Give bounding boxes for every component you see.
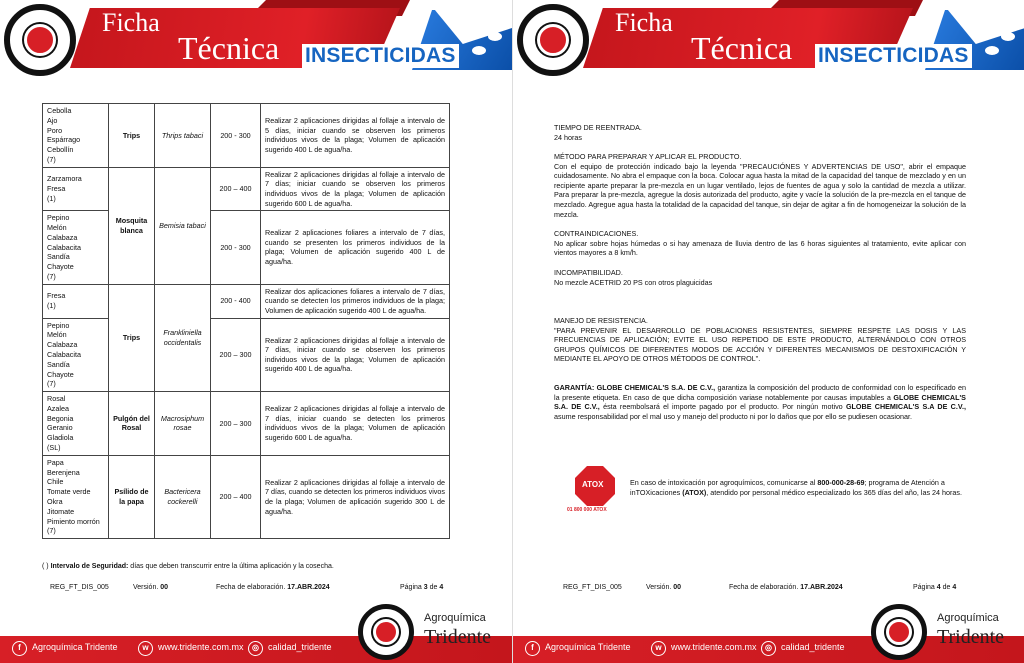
category-label: INSECTICIDAS xyxy=(302,44,459,68)
table-row xyxy=(43,211,450,285)
dosage-table xyxy=(42,103,450,539)
incompatibility-text: No mezcle ACETRID 20 PS con otros plaguicidas xyxy=(554,277,713,287)
doc-code: REG_FT_DIS_005 xyxy=(50,584,109,591)
website-link[interactable]: www.tridente.com.mx xyxy=(671,642,757,652)
table-row xyxy=(43,392,450,456)
dose: 200 - 400 xyxy=(211,284,261,318)
instagram-icon[interactable]: ◎ xyxy=(761,641,776,656)
facebook-icon[interactable]: f xyxy=(12,641,27,656)
dose: 200 - 300 xyxy=(211,104,261,168)
crop-list: Rosal Azalea Begonia Geranio Gladiola (SL) xyxy=(43,392,109,456)
page-4 xyxy=(512,0,1024,663)
brand-agroquimica: Agroquímica xyxy=(424,612,486,624)
pest-name: Trips xyxy=(109,104,155,168)
insects-icon xyxy=(456,12,506,62)
instructions: Realizar dos aplicaciones foliares a intervalo de 7 días, cuando se detecten los primeros individuos de la plaga; Volumen de aplicación sugerido 400 L de agua/ha. xyxy=(261,284,450,318)
page-number: Página 3 de 4 xyxy=(400,584,444,591)
header-banner xyxy=(513,0,1024,80)
table-row xyxy=(43,318,450,392)
dose: 200 – 300 xyxy=(211,392,261,456)
crop-list: Fresa (1) xyxy=(43,284,109,318)
contraindications-title: CONTRAINDICACIONES. xyxy=(554,229,639,238)
facebook-link[interactable]: Agroquímica Tridente xyxy=(32,642,118,652)
pest-name: Trips xyxy=(109,284,155,391)
scientific-name: Bactericera cockerelli xyxy=(155,455,211,538)
incompatibility-section xyxy=(554,268,966,287)
website-link[interactable]: www.tridente.com.mx xyxy=(158,642,244,652)
brand-tridente: Tridente xyxy=(424,626,492,648)
trident-icon xyxy=(886,619,912,645)
calidad-tridente-logo xyxy=(871,604,927,660)
resistance-section xyxy=(554,316,966,364)
scientific-name: Macrosiphum rosae xyxy=(155,392,211,456)
intoxication-notice: En caso de intoxicación por agroquímicos, comunicarse al 800-000-28-69; programa de Atención a inTOXicaciones (ATOX), atendido por personal médico especializado los 365 días del año, las 24 horas. xyxy=(630,478,963,497)
trident-icon xyxy=(537,24,569,56)
table-row xyxy=(43,104,450,168)
method-text: Con el equipo de protección indicado bajo la leyenda "PRECAUCIÓNES Y ADVERTENCIAS DE USO", abrir el empaque cuidadosamente. No abra el empaque con la boca. Colocar agua hasta la mitad de la capacidad del tanque de mezclado y en un recipiente aparte preparar la pre-mezcla en un lugar ventilado, lejos de fuentes de agua y solo la cantidad de mezcla a utilizar. Para preparar la pre-mezcla, agregue la dosis autorizada del producto, agite y vacíe la solución de la pre-mezcla en el tanque de mezclado. Agregue agua hasta la totalidad de la capacidad del tanque, sin dejar de agitar a fin de homogeneizar la solución de la mezcla. xyxy=(554,161,966,219)
instructions: Realizar 2 aplicaciones dirigidas al follaje a intervalo de 7 días, iniciar cuando se observen los primeros individuos vivos de la plaga; Volumen de aplicación sugerido 400 L de agua/ha. xyxy=(261,318,450,392)
safety-interval-note: ( ) Intervalo de Seguridad: días que deben transcurrir entre la última aplicación y la cosecha. xyxy=(42,563,334,570)
title-ficha: Ficha xyxy=(102,8,160,37)
web-icon[interactable]: w xyxy=(138,641,153,656)
trident-icon xyxy=(24,24,56,56)
contraindications-section xyxy=(554,229,966,258)
web-icon[interactable]: w xyxy=(651,641,666,656)
instructions: Realizar 2 aplicaciones foliares a intervalo de 7 días, cuando se presenten los primeros individuos de la plaga; Volumen de aplicación sugerido 400 L de agua/ha. xyxy=(261,211,450,285)
resistance-title: MANEJO DE RESISTENCIA. xyxy=(554,316,648,325)
calidad-tridente-logo xyxy=(4,4,76,76)
contraindications-text: No aplicar sobre hojas húmedas o si hay amenaza de lluvia dentro de las 6 horas siguientes al tratamiento, evite aplicar con vientos mayores a 8 km/h. xyxy=(554,238,966,258)
calidad-tridente-logo xyxy=(358,604,414,660)
crop-list: Papa Berenjena Chile Tomate verde Okra Jitomate Pimiento morrón (7) xyxy=(43,455,109,538)
table-row xyxy=(43,455,450,538)
brand-tridente: Tridente xyxy=(937,626,1005,648)
doc-version: Versión. 00 xyxy=(646,584,682,591)
instagram-link[interactable]: calidad_tridente xyxy=(268,642,332,652)
resistance-text: "PARA PREVENIR EL DESARROLLO DE POBLACIONES RESISTENTES, SIEMPRE RESPETE LAS DOSIS Y LAS FRECUENCIAS DE APLICACIÓN; EVITE EL USO REPETIDO DE ESTE PRODUCTO, ALTERNÁNDOLO CON OTROS GRUPOS QUÍMICOS DE DIFERENTES MODOS DE ACCIÓN Y DIFERENTES MECANISMOS DE DESTOXIFICACIÓN Y MEDIANTE EL APOYO DE OTROS MÉTODOS DE CONTROL". xyxy=(554,325,966,364)
scientific-name: Frankliniella occidentalis xyxy=(155,284,211,391)
category-label: INSECTICIDAS xyxy=(815,44,972,68)
dose: 200 – 400 xyxy=(211,455,261,538)
instagram-link[interactable]: calidad_tridente xyxy=(781,642,845,652)
incompatibility-title: INCOMPATIBILIDAD. xyxy=(554,268,623,277)
dose: 200 – 300 xyxy=(211,318,261,392)
doc-date: Fecha de elaboración. 17.ABR.2024 xyxy=(216,584,330,591)
title-tecnica: Técnica xyxy=(691,30,793,66)
title-ficha: Ficha xyxy=(615,8,673,37)
header-banner xyxy=(0,0,512,80)
pest-name: Pulgón del Rosal xyxy=(109,392,155,456)
insects-icon xyxy=(969,12,1019,62)
facebook-link[interactable]: Agroquímica Tridente xyxy=(545,642,631,652)
instructions: Realizar 2 aplicaciones dirigidas al follaje a intervalo de 5 días, iniciar cuando se observen los primeros individuos vivos de la plaga; Volumen de aplicación sugerido 400 L de agua/ha. xyxy=(261,104,450,168)
title-tecnica: Técnica xyxy=(178,30,280,66)
crop-list: Pepino Melón Calabaza Calabacita Sandía Chayote (7) xyxy=(43,211,109,285)
reentry-title: TIEMPO DE REENTRADA. xyxy=(554,123,642,132)
reentry-text: 24 horas xyxy=(554,132,582,142)
facebook-icon[interactable]: f xyxy=(525,641,540,656)
crop-list: Pepino Melón Calabaza Calabacita Sandía Chayote (7) xyxy=(43,318,109,392)
instructions: Realizar 2 aplicaciones dirigidas al follaje a intervalo de 7 días, iniciar cuando se detecten los primeros individuos vivos de la plaga; Volumen de aplicación sugerido 600 L de agua/ha. xyxy=(261,392,450,456)
trident-icon xyxy=(373,619,399,645)
method-section xyxy=(554,152,966,219)
reentry-section xyxy=(554,123,966,142)
dose: 200 – 400 xyxy=(211,167,261,210)
page-number: Página 4 de 4 xyxy=(913,584,957,591)
pest-name: Mosquita blanca xyxy=(109,167,155,284)
instructions: Realizar 2 aplicaciones dirigidas al follaje a intervalo de 7 días, cuando se detecten los primeros individuos vivos de la plaga; Volumen de aplicación sugerido 300 L de agua/ha. xyxy=(261,455,450,538)
doc-date: Fecha de elaboración. 17.ABR.2024 xyxy=(729,584,843,591)
calidad-tridente-logo xyxy=(517,4,589,76)
warranty-section: GARANTÍA: GLOBE CHEMICAL'S S.A. DE C.V., garantiza la composición del producto de conformidad con lo especificado en la presente etiqueta. En caso de que dicha composición variase notablemente por causas imputables a GLOBE CHEMICAL'S S.A. DE C.V., ésta reembolsará el importe pagado por el producto. Por ningún motivo GLOBE CHEMICAL'S S.A DE C.V., asume responsabilidad por el mal uso y manejo del producto ni por lo daños que por ello se pudiesen ocasionar. xyxy=(554,383,966,421)
table-row xyxy=(43,284,450,318)
scientific-name: Thrips tabaci xyxy=(155,104,211,168)
crop-list: Zarzamora Fresa (1) xyxy=(43,167,109,210)
doc-code: REG_FT_DIS_005 xyxy=(563,584,622,591)
scientific-name: Bemisia tabaci xyxy=(155,167,211,284)
atox-stop-icon: ATOX 01 800 000 ATOX xyxy=(565,460,625,518)
dose: 200 - 300 xyxy=(211,211,261,285)
doc-version: Versión. 00 xyxy=(133,584,169,591)
instagram-icon[interactable]: ◎ xyxy=(248,641,263,656)
crop-list: Cebolla Ajo Poro Espárrago Cebollín (7) xyxy=(43,104,109,168)
method-title: MÉTODO PARA PREPARAR Y APLICAR EL PRODUCTO. xyxy=(554,152,742,161)
pest-name: Psílido de la papa xyxy=(109,455,155,538)
instructions: Realizar 2 aplicaciones dirigidas al follaje a intervalo de 7 días; iniciar cuando se observen los primeros individuos vivos de la plaga; Volumen de aplicación sugerido 600 L de agua/ha. xyxy=(261,167,450,210)
table-row xyxy=(43,167,450,210)
brand-agroquimica: Agroquímica xyxy=(937,612,999,624)
